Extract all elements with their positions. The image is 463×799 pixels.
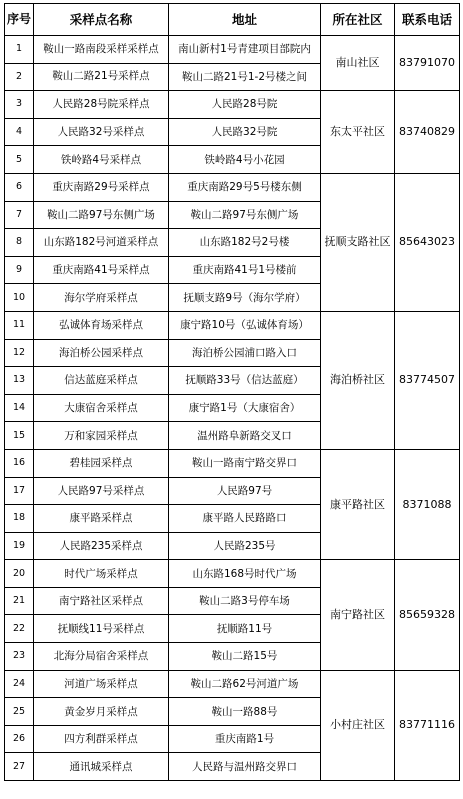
header-phone: 联系电话	[395, 4, 460, 36]
row-seq: 25	[5, 698, 34, 726]
row-address: 人民路与温州路交界口	[169, 753, 321, 781]
row-point-name: 山东路182号河道采样点	[34, 229, 169, 257]
row-point-name: 康平路采样点	[34, 505, 169, 533]
row-seq: 17	[5, 477, 34, 505]
row-address: 鞍山二路3号停车场	[169, 587, 321, 615]
row-seq: 20	[5, 560, 34, 588]
row-point-name: 人民路32号采样点	[34, 118, 169, 146]
row-point-name: 海尔学府采样点	[34, 284, 169, 312]
row-point-name: 重庆南路41号采样点	[34, 256, 169, 284]
header-row	[5, 4, 460, 36]
row-point-name: 万和家园采样点	[34, 422, 169, 450]
row-seq: 12	[5, 339, 34, 367]
table-row	[5, 173, 460, 201]
table-row	[5, 670, 460, 698]
row-point-name: 海泊桥公园采样点	[34, 339, 169, 367]
table-body	[5, 36, 460, 781]
row-point-name: 人民路235采样点	[34, 532, 169, 560]
row-seq: 9	[5, 256, 34, 284]
header-community: 所在社区	[321, 4, 395, 36]
sampling-points-table	[4, 3, 460, 781]
table-row	[5, 449, 460, 477]
row-address: 抚顺路11号	[169, 615, 321, 643]
phone-cell: 83771116	[395, 670, 460, 780]
row-address: 山东路168号时代广场	[169, 560, 321, 588]
row-point-name: 黄金岁月采样点	[34, 698, 169, 726]
row-seq: 2	[5, 63, 34, 91]
row-address: 人民路32号院	[169, 118, 321, 146]
header-name: 采样点名称	[34, 4, 169, 36]
row-seq: 19	[5, 532, 34, 560]
row-seq: 13	[5, 367, 34, 395]
row-point-name: 时代广场采样点	[34, 560, 169, 588]
row-point-name: 抚顺线11号采样点	[34, 615, 169, 643]
row-seq: 10	[5, 284, 34, 312]
row-seq: 3	[5, 91, 34, 119]
row-address: 鞍山二路21号1-2号楼之间	[169, 63, 321, 91]
header-seq: 序号	[5, 4, 34, 36]
row-address: 南山新村1号青建项目部院内	[169, 36, 321, 64]
row-address: 抚顺路33号（信达蓝庭）	[169, 367, 321, 395]
row-seq: 22	[5, 615, 34, 643]
community-cell: 南山社区	[321, 36, 395, 91]
row-seq: 4	[5, 118, 34, 146]
phone-cell: 85659328	[395, 560, 460, 670]
row-seq: 8	[5, 229, 34, 257]
community-cell: 小村庄社区	[321, 670, 395, 780]
row-point-name: 通讯城采样点	[34, 753, 169, 781]
phone-cell: 8371088	[395, 449, 460, 559]
row-address: 山东路182号2号楼	[169, 229, 321, 257]
row-address: 鞍山二路97号东侧广场	[169, 201, 321, 229]
row-point-name: 河道广场采样点	[34, 670, 169, 698]
row-seq: 26	[5, 725, 34, 753]
row-seq: 18	[5, 505, 34, 533]
phone-cell: 83791070	[395, 36, 460, 91]
community-cell: 康平路社区	[321, 449, 395, 559]
row-seq: 7	[5, 201, 34, 229]
row-address: 温州路阜新路交叉口	[169, 422, 321, 450]
row-point-name: 鞍山二路97号东侧广场	[34, 201, 169, 229]
table-row	[5, 311, 460, 339]
table-row	[5, 36, 460, 64]
row-seq: 21	[5, 587, 34, 615]
row-point-name: 鞍山二路21号采样点	[34, 63, 169, 91]
row-seq: 6	[5, 173, 34, 201]
table-row	[5, 560, 460, 588]
community-cell: 抚顺支路社区	[321, 173, 395, 311]
row-seq: 15	[5, 422, 34, 450]
row-address: 人民路28号院	[169, 91, 321, 119]
row-seq: 23	[5, 643, 34, 671]
row-address: 康宁路10号（弘诚体育场）	[169, 311, 321, 339]
row-seq: 16	[5, 449, 34, 477]
row-point-name: 重庆南路29号采样点	[34, 173, 169, 201]
row-point-name: 四方利群采样点	[34, 725, 169, 753]
row-address: 重庆南路29号5号楼东侧	[169, 173, 321, 201]
table-row	[5, 91, 460, 119]
row-seq: 11	[5, 311, 34, 339]
row-seq: 24	[5, 670, 34, 698]
row-seq: 27	[5, 753, 34, 781]
row-point-name: 铁岭路4号采样点	[34, 146, 169, 174]
row-address: 海泊桥公园浦口路入口	[169, 339, 321, 367]
row-address: 人民路235号	[169, 532, 321, 560]
row-point-name: 弘诚体育场采样点	[34, 311, 169, 339]
community-cell: 海泊桥社区	[321, 311, 395, 449]
row-point-name: 大康宿舍采样点	[34, 394, 169, 422]
community-cell: 南宁路社区	[321, 560, 395, 670]
row-point-name: 碧桂园采样点	[34, 449, 169, 477]
row-point-name: 人民路28号院采样点	[34, 91, 169, 119]
row-address: 铁岭路4号小花园	[169, 146, 321, 174]
row-address: 重庆南路41号1号楼前	[169, 256, 321, 284]
row-address: 鞍山一路南宁路交界口	[169, 449, 321, 477]
row-point-name: 信达蓝庭采样点	[34, 367, 169, 395]
header-address: 地址	[169, 4, 321, 36]
row-point-name: 北海分局宿舍采样点	[34, 643, 169, 671]
row-point-name: 南宁路社区采样点	[34, 587, 169, 615]
row-address: 抚顺支路9号（海尔学府）	[169, 284, 321, 312]
row-address: 人民路97号	[169, 477, 321, 505]
row-address: 康宁路1号（大康宿舍）	[169, 394, 321, 422]
phone-cell: 85643023	[395, 173, 460, 311]
phone-cell: 83774507	[395, 311, 460, 449]
row-address: 康平路人民路路口	[169, 505, 321, 533]
community-cell: 东太平社区	[321, 91, 395, 174]
row-seq: 5	[5, 146, 34, 174]
row-address: 鞍山二路62号河道广场	[169, 670, 321, 698]
row-seq: 14	[5, 394, 34, 422]
phone-cell: 83740829	[395, 91, 460, 174]
row-address: 重庆南路1号	[169, 725, 321, 753]
row-seq: 1	[5, 36, 34, 64]
row-address: 鞍山一路88号	[169, 698, 321, 726]
row-point-name: 鞍山一路南段采样采样点	[34, 36, 169, 64]
row-address: 鞍山二路15号	[169, 643, 321, 671]
row-point-name: 人民路97号采样点	[34, 477, 169, 505]
